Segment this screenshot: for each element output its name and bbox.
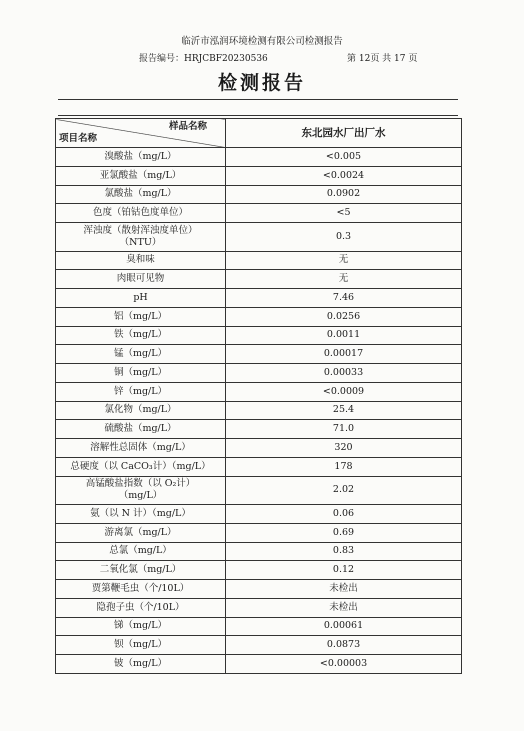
item-name: 亚氯酸盐（mg/L）: [99, 169, 182, 181]
item-name-cell: [56, 457, 226, 476]
item-name: 溶解性总固体（mg/L）: [90, 441, 191, 453]
item-name-cell: [56, 580, 226, 599]
item-value-cell: 0.00017: [226, 345, 462, 364]
item-name-cell: [56, 523, 226, 542]
item-name-cell: [56, 655, 226, 674]
item-name-cell: [56, 148, 226, 167]
item-value-cell: 25.4: [226, 401, 462, 420]
item-name-cell: [56, 561, 226, 580]
item-name-cell: [56, 270, 226, 289]
item-value-cell: <0.0024: [226, 166, 462, 185]
item-name: 锰（mg/L）: [113, 348, 168, 360]
item-value-cell: 0.0902: [226, 185, 462, 204]
item-name-cell: [56, 345, 226, 364]
table-row: [56, 307, 462, 326]
item-name: 溴酸盐（mg/L）: [104, 150, 177, 162]
item-value-cell: 2.02: [226, 476, 462, 505]
item-value-cell: 未检出: [226, 580, 462, 599]
item-value-cell: <0.005: [226, 148, 462, 167]
item-name: 二氧化氯（mg/L）: [99, 564, 182, 576]
item-name-cell: [56, 166, 226, 185]
item-name-cell: [56, 204, 226, 223]
item-value-cell: 无: [226, 270, 462, 289]
item-name: 钡（mg/L）: [113, 639, 168, 651]
table-row: [56, 345, 462, 364]
item-value-cell: 0.0256: [226, 307, 462, 326]
item-name: 浑浊度（散射浑浊度单位）: [83, 224, 198, 236]
item-name-cell: [56, 617, 226, 636]
item-name: 锌（mg/L）: [113, 385, 168, 397]
item-value-cell: 0.0011: [226, 326, 462, 345]
item-name: 总硬度（以 CaCO₃计）（mg/L）: [70, 460, 211, 472]
item-name-cell: [56, 251, 226, 270]
item-name: 铍（mg/L）: [113, 657, 168, 669]
item-name-cell: [56, 505, 226, 524]
header-rule-bottom: [58, 115, 458, 116]
item-value-cell: 7.46: [226, 289, 462, 308]
table-row: [56, 542, 462, 561]
item-name: 铝（mg/L）: [113, 310, 168, 322]
item-value-cell: 0.3: [226, 223, 462, 252]
table-row: [56, 289, 462, 308]
report-number: 报告编号：HRJCBF20230536: [139, 54, 268, 64]
table-row: [56, 523, 462, 542]
item-value-cell: 0.00033: [226, 364, 462, 383]
item-name-cell: [56, 326, 226, 345]
table-header-row: [56, 119, 462, 148]
report-title: 检测报告: [217, 72, 306, 94]
item-value-cell: 0.0873: [226, 636, 462, 655]
item-name-cell: [56, 185, 226, 204]
table-row: [56, 382, 462, 401]
table-row: [56, 223, 462, 252]
item-name: 总氯（mg/L）: [109, 545, 172, 557]
item-name-cell: [56, 420, 226, 439]
item-value-cell: <0.0009: [226, 382, 462, 401]
table-row: [56, 401, 462, 420]
item-name: 硫酸盐（mg/L）: [104, 423, 177, 435]
table-row: [56, 148, 462, 167]
item-name: 色度（铂钴色度单位）: [92, 207, 188, 219]
item-name: 臭和味: [126, 254, 155, 266]
table-row: [56, 251, 462, 270]
item-value-cell: <5: [226, 204, 462, 223]
item-name: 游离氯（mg/L）: [104, 526, 177, 538]
item-name-cell: [56, 476, 226, 505]
table-row: [56, 326, 462, 345]
item-name: 氯化物（mg/L）: [104, 404, 177, 416]
table-row: [56, 561, 462, 580]
item-name: 隐孢子虫（个/10L）: [96, 601, 185, 613]
item-name: 铜（mg/L）: [113, 366, 168, 378]
company-header: 临沂市泓润环境检测有限公司检测报告: [181, 36, 343, 47]
item-name-cell: [56, 364, 226, 383]
item-value-cell: 0.12: [226, 561, 462, 580]
item-name-cell: [56, 598, 226, 617]
item-name-cell: [56, 223, 226, 252]
item-name: 肉眼可见物: [116, 273, 165, 285]
sample-column-header: 东北园水厂出厂水: [226, 119, 462, 148]
header-rule-top: [58, 99, 458, 100]
item-name: 锑（mg/L）: [113, 620, 168, 632]
header-item-label: 项目名称: [59, 133, 98, 144]
diagonal-header-cell: [56, 119, 226, 148]
item-value-cell: 0.00061: [226, 617, 462, 636]
item-value-cell: 无: [226, 251, 462, 270]
table-row: [56, 598, 462, 617]
item-name-continued: （mg/L）: [118, 490, 163, 502]
table-row: [56, 185, 462, 204]
item-value-cell: <0.00003: [226, 655, 462, 674]
table-row: [56, 655, 462, 674]
table-row: [56, 457, 462, 476]
item-name-cell: [56, 439, 226, 458]
item-value-cell: 71.0: [226, 420, 462, 439]
table-row: [56, 580, 462, 599]
table-row: [56, 270, 462, 289]
item-name: 氯酸盐（mg/L）: [104, 188, 177, 200]
table-row: [56, 420, 462, 439]
item-value-cell: 0.69: [226, 523, 462, 542]
table-row: [56, 439, 462, 458]
item-name-continued: （NTU）: [119, 236, 162, 248]
table-row: [56, 636, 462, 655]
page-number: 第 12页 共 17 页: [347, 54, 418, 64]
table-row: [56, 505, 462, 524]
item-name: 高锰酸盐指数（以 O₂计）: [85, 478, 196, 490]
item-value-cell: 178: [226, 457, 462, 476]
item-name: pH: [133, 291, 148, 303]
item-name-cell: [56, 542, 226, 561]
table-row: [56, 617, 462, 636]
item-value-cell: 0.06: [226, 505, 462, 524]
item-name-cell: [56, 307, 226, 326]
header-sample-label: 样品名称: [168, 121, 207, 132]
item-name: 贾第鞭毛虫（个/10L）: [91, 582, 190, 594]
item-value-cell: 未检出: [226, 598, 462, 617]
table-row: [56, 204, 462, 223]
item-name: 氨（以 N 计）（mg/L）: [90, 507, 191, 519]
table-row: [56, 166, 462, 185]
item-name: 铁（mg/L）: [113, 329, 168, 341]
table-row: [56, 364, 462, 383]
table-row: [56, 476, 462, 505]
results-table: [55, 118, 462, 674]
item-name-cell: [56, 636, 226, 655]
item-name-cell: [56, 382, 226, 401]
item-value-cell: 320: [226, 439, 462, 458]
item-value-cell: 0.83: [226, 542, 462, 561]
item-name-cell: [56, 401, 226, 420]
item-name-cell: [56, 289, 226, 308]
